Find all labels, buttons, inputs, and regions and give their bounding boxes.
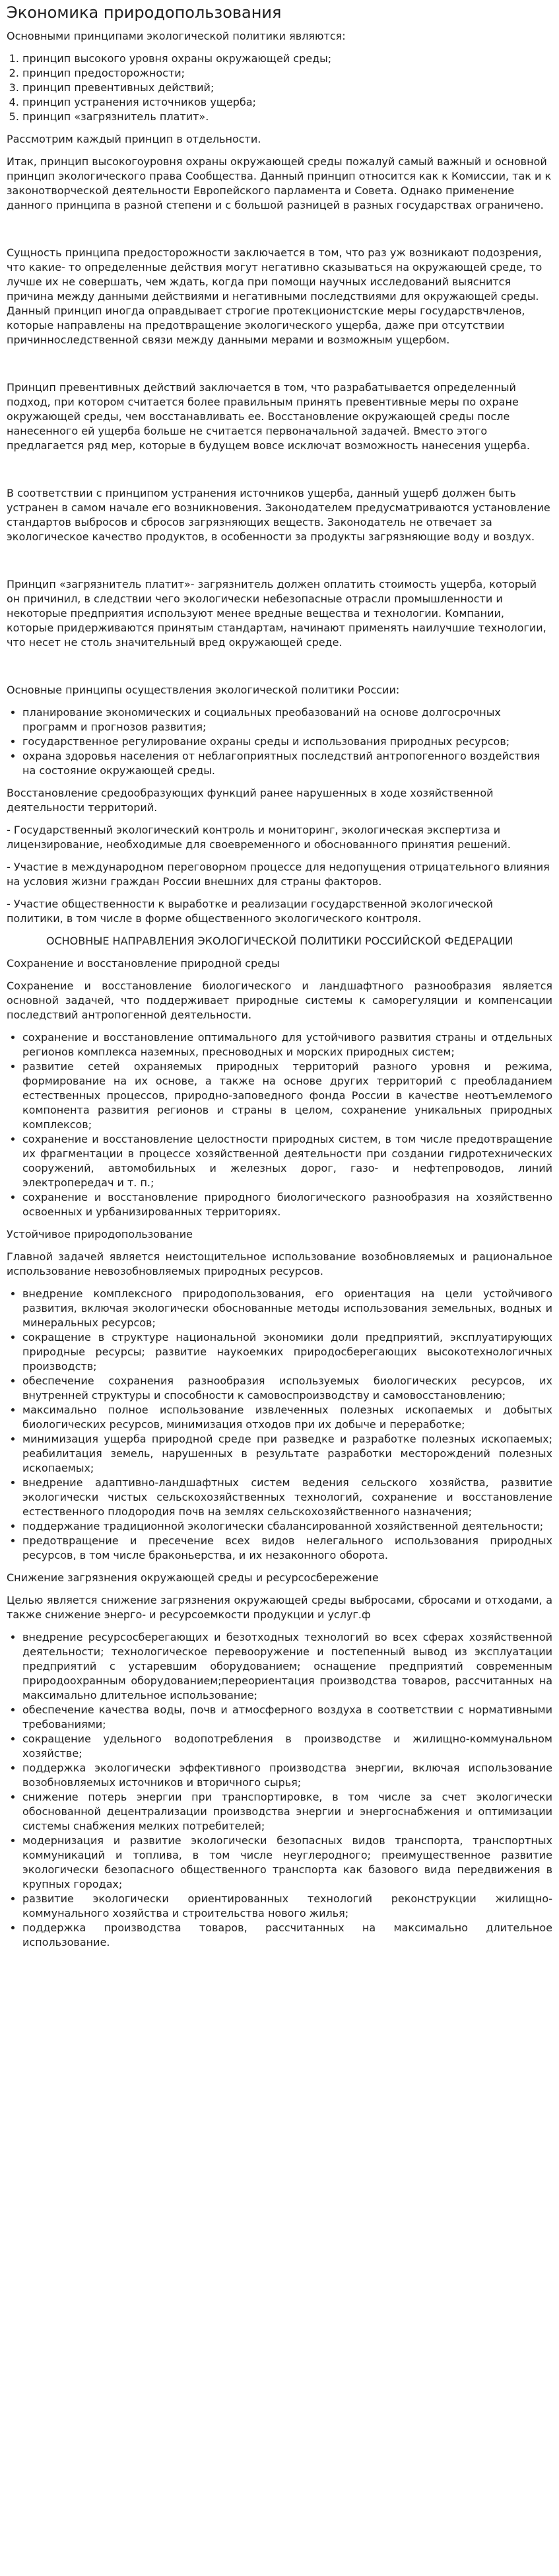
list-item: 2. принцип предосторожности; [22,66,552,81]
russia-intro: Основные принципы осуществления экологической политики России: [7,684,400,696]
dash-item: - Участие общественности к выработке и реализации государственной экологической политики, в том числе в форме общественного экологического контроля. [7,898,493,925]
list-item: • охрана здоровья населения от неблагоприятных последствий антропогенного воздействия на состояние окружающей среды. [22,749,552,778]
paragraph-caution: Сущность принципа предосторожности заключается в том, что раз уж возникают подозрения, что какие- то определенные действия могут негативно сказываться на окружающей среде, то лучше их не совершать, чем ждать, когда при помощи научных исследований выяснится причина между данными действиями и негативными последствиями для окружающей среды. Данный принцип иногда оправдывает строгие протекционистские меры государствчленов, которые направлены на предотвращение экологического ущерба, даже при отсутствии причинноследственной связи между данными мерами и возможным ущербом. [7,246,543,346]
list-item: • поддержка экологически эффективного производства энергии, включая использование возобновляемых источников и вторичного сырья; [22,1761,552,1790]
sustainable-text: Главной задачей является неистощительное использование возобновляемых и рациональное использование невозобновляемых природных ресурсов. [7,1250,552,1277]
sustainable-list [7,1287,552,1563]
list-item: • развитие сетей охраняемых природных территорий разного уровня и режима, формирование на их основе, а также на основе других территорий с преобладанием естественных процессов, природно-заповедного фонда России в качестве неотъемлемого компонента развития регионов и страны в целом, сохранение уникальных природных комплексов; [22,1059,552,1132]
list-item: • сокращение в структуре национальной экономики доли предприятий, эксплуатирующих природные ресурсы; развитие наукоемких природосберегающих высокотехнологичных производств; [22,1330,552,1374]
section-heading: ОСНОВНЫЕ НАПРАВЛЕНИЯ ЭКОЛОГИЧЕСКОЙ ПОЛИТИКИ РОССИЙСКОЙ ФЕДЕРАЦИИ [46,935,513,947]
list-item: 1. принцип высокого уровня охраны окружающей среды; [22,52,552,66]
subheading-pollution: Снижение загрязнения окружающей среды и ресурсосбережение [7,1571,379,1584]
list-item: • внедрение комплексного природопользования, его ориентация на цели устойчивого развития, включая экологически обоснованные методы использования земельных, водных и минеральных ресурсов; [22,1287,552,1330]
dash-item: - Государственный экологический контроль и мониторинг, экологическая экспертиза и лицензирование, необходимые для своевременного и обоснованного принятия решений. [7,824,511,851]
list-item: • предотвращение и пресечение всех видов нелегального использования природных ресурсов, в том числе браконьерства, и их незаконного оборота. [22,1534,552,1563]
dash-item: - Участие в международном переговорном процессе для недопущения отрицательного влияния на условия жизни граждан России внешних для страны факторов. [7,861,550,888]
list-item: • модернизация и развитие экологически безопасных видов транспорта, транспортных коммуникаций и топлива, в том числе неуглеродного; преимущественное развитие экологически безопасного общественного транспорта как базового вида передвижения в крупных городах; [22,1834,552,1892]
list-item: • развитие экологически ориентированных технологий реконструкции жилищно-коммунального хозяйства и строительства нового жилья; [22,1892,552,1921]
pollution-text: Целью является снижение загрязнения окружающей среды выбросами, сбросами и отходами, а также снижение энерго- и ресурсоемкости продукции и услуг.ф [7,1594,552,1621]
list-item: • внедрение адаптивно-ландшафтных систем ведения сельского хозяйства, развитие экологически чистых сельскохозяйственных технологий, сохранение и восстановление естественного плодородия почв на землях сельскохозяйственного назначения; [22,1476,552,1519]
page-title: Экономика природопользования [7,3,282,22]
conservation-text: Сохранение и восстановление биологического и ландшафтного разнообразия является основной задачей, что поддерживает природные системы к саморегуляции и компенсации последствий антропогенной деятельности. [7,980,552,1021]
list-item: • внедрение ресурсосберегающих и безотходных технологий во всех сферах хозяйственной деятельности; технологическое перевооружение и постепенный вывод из эксплуатации предприятий с устаревшим оборудованием; оснащение предприятий современным природоохранным оборудованием;переориентация производства товаров, рассчитанных на максимально длительное использование; [22,1630,552,1703]
document [0,3,559,1950]
pollution-list [7,1630,552,1950]
list-item: 3. принцип превентивных действий; [22,81,552,95]
list-item: • поддержка производства товаров, рассчитанных на максимально длительное использование. [22,1921,552,1950]
list-item: • государственное регулирование охраны среды и использования природных ресурсов; [22,734,552,749]
restore-text: Восстановление средообразующих функций ранее нарушенных в ходе хозяйственной деятельности территорий. [7,787,494,814]
list-item: • сокращение удельного водопотребления в производстве и жилищно-коммунальном хозяйстве; [22,1732,552,1761]
paragraph-high-level: Итак, принцип высокогоуровня охраны окружающей среды пожалуй самый важный и основной принцип экологического права Сообщества. Данный принцип относится как к Комиссии, так и к законотворческой деятельности Европейского парламента и Совета. Однако применение данного принципа в разной степени и с большой разницей в разных государствах ограничено. [7,155,552,211]
subheading-sustainable: Устойчивое природопользование [7,1228,193,1240]
consider-text: Рассмотрим каждый принцип в отдельности. [7,133,261,145]
list-item: • сохранение и восстановление целостности природных систем, в том числе предотвращение их фрагментации в процессе хозяйственной деятельности при создании гидротехнических сооружений, автомобильных и железных дорог, газо- и нефтепроводов, линий электропередач и т. п.; [22,1132,552,1190]
list-item: • максимально полное использование извлеченных полезных ископаемых и добытых биологических ресурсов, минимизация отходов при их добыче и переработке; [22,1403,552,1432]
russia-principles-list [7,705,552,778]
paragraph-source: В соответствии с принципом устранения источников ущерба, данный ущерб должен быть устранен в самом начале его возникновения. Законодателем предусматриваются установление стандартов выбросов и сбросов загрязняющих веществ. Законодатель не отвечает за экологическое качество продуктов, в особенности за продукты загрязняющие воду и воздух. [7,487,550,543]
list-item: • поддержание традиционной экологически сбалансированной хозяйственной деятельности; [22,1519,552,1534]
intro-text: Основными принципами экологической политики являются: [7,30,346,42]
list-item: • планирование экономических и социальных преобазований на основе долгосрочных программ и прогнозов развития; [22,705,552,734]
subheading-conservation: Сохранение и восстановление природной среды [7,957,280,970]
list-item: • сохранение и восстановление природного биологического разнообразия на хозяйственно освоенных и урбанизированных территориях. [22,1190,552,1219]
list-item: • минимизация ущерба природной среде при разведке и разработке полезных ископаемых; реабилитация земель, нарушенных в результате разработки месторождений полезных ископаемых; [22,1432,552,1476]
principles-list [7,52,552,124]
list-item: • обеспечение качества воды, почв и атмосферного воздуха в соответствии с нормативными требованиями; [22,1703,552,1732]
list-item: • обеспечение сохранения разнообразия используемых биологических ресурсов, их внутренней структуры и способности к самовоспроизводству и самовосстановлению; [22,1374,552,1403]
list-item: 5. принцип «загрязнитель платит». [22,110,552,124]
list-item: • снижение потерь энергии при транспортировке, в том числе за счет экологически обоснованной децентрализации производства энергии и энергоснабжения и оптимизации системы снабжения мелких потребителей; [22,1790,552,1834]
list-item: 4. принцип устранения источников ущерба; [22,95,552,110]
list-item: • сохранение и восстановление оптимального для устойчивого развития страны и отдельных регионов комплекса наземных, пресноводных и морских природных систем; [22,1030,552,1059]
conservation-list [7,1030,552,1219]
paragraph-preventive: Принцип превентивных действий заключается в том, что разрабатывается определенный подход, при котором считается более правильным принять превентивные меры по охране окружающей среды, чем восстанавливать ее. Восстановление окружающей среды после нанесенного ей ущерба больше не считается первоначальной задачей. Вместо этого предлагается ряд мер, которые в будущем вовсе исключат возможность нанесения ущерба. [7,381,530,452]
paragraph-polluter: Принцип «загрязнитель платит»- загрязнитель должен оплатить стоимость ущерба, который он причинил, в следствии чего экологически небезопасные отрасли промышленности и некоторые предприятия используют менее вредные вещества и технологии. Компании, которые придерживаются принятым стандартам, начинают применять наилучшие технологии, что несет не столь значительный вред окружающей среде. [7,578,546,649]
